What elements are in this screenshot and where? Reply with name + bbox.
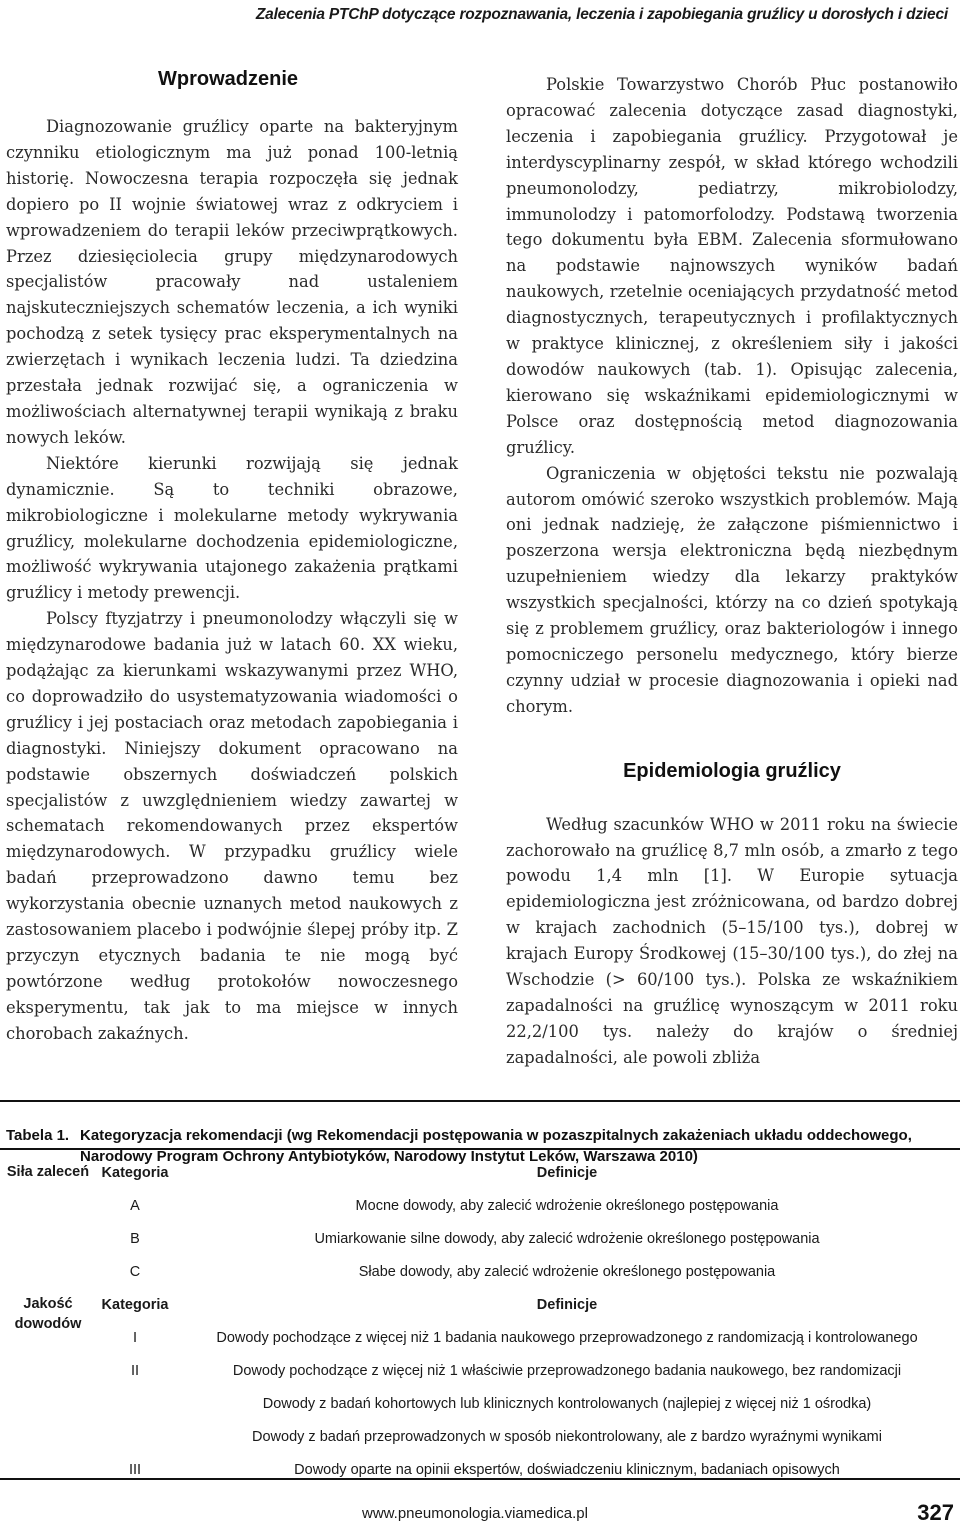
table-header-rule <box>0 1148 960 1150</box>
category-cell: A <box>130 1197 140 1214</box>
category-cell <box>90 1420 180 1453</box>
category-cell <box>90 1387 180 1420</box>
table-label: Tabela 1. <box>6 1127 70 1144</box>
category-cell: II <box>130 1362 140 1379</box>
definition-cell: Dowody z badań kohortowych lub klinicznych kontrolowanych (najlepiej z więcej niż 1 ośrodka) <box>262 1395 872 1412</box>
left-column <box>6 66 458 1047</box>
column-header-category: Kategoria <box>101 1164 169 1181</box>
table-row <box>6 1321 954 1354</box>
table-row <box>6 1420 954 1453</box>
table-row <box>6 1288 954 1321</box>
table-bottom-rule <box>0 1478 960 1480</box>
quality-section-title: Jakość dowodów <box>14 1296 82 1332</box>
table-row <box>6 1156 954 1189</box>
definition-cell: Dowody z badań przeprowadzonych w sposób niekontrolowany, ale z bardzo wyraźnymi wynikami <box>252 1428 882 1445</box>
paragraph: Według szacunków WHO w 2011 roku na świecie zachorowało na gruźlicę 8,7 mln osób, a zmarło z tego powodu 1,4 mln [1]. W Europie sytuacja epidemiologiczna jest zróżnicowana, od bardzo dobrej w krajach zachodnich (5–15/100 tys.), dobrej w krajach Europy Środkowej (15–30/100 tys.), do złej na Wschodzie (> 60/100 tys.). Polska ze wskaźnikiem zapadalności na gruźlicę wynoszącym w 2011 roku 22,2/100 tys. należy do krajów o średniej zapadalności, ale powoli zbliża <box>506 814 958 1067</box>
table-row <box>6 1387 954 1420</box>
paragraph: Polskie Towarzystwo Chorób Płuc postanowiło opracować zalecenia dotyczące zasad diagnostyki, leczenia i zapobiegania gruźlicy. Przygotował je interdyscyplinarny zespół, w skład którego wchodzili pneumonolodzy, pediatrzy, mikrobiolodzy, immunolodzy i patomorfolodzy. Podstawą tworzenia tego dokumentu była EBM. Zalecenia sformułowano na podstawie najnowszych wyników badań naukowych, rzetelnie oceniających przydatność metod diagnostycznych, terapeutycznych i profilaktycznych w praktyce klinicznej, z określeniem siły i jakości dowodów naukowych (tab. 1). Opisując zalecenia, kierowano się wskaźnikami epidemiologicznymi w Polsce oraz dostępnością metod diagnozowania gruźlicy. <box>506 75 958 457</box>
definition-cell: Dowody oparte na opinii ekspertów, doświadczeniu klinicznym, badaniach opisowych <box>294 1461 840 1478</box>
paragraph: Polscy ftyzjatrzy i pneumonolodzy włączyli się w międzynarodowe badania już w latach 60. XX wieku, podążając za kierunkami wskazywanymi przez WHO, co doprowadziło do usystematyzowania wiadomości o gruźlicy i jej postaciach oraz metodach zapobiegania i diagnostyki. Niniejszy dokument opracowano na podstawie obszernych doświadczeń polskich specjalistów z uwzględnieniem wiedzy zawartej w schematach rekomendowanych przez ekspertów międzynarodowych. W przypadku gruźlicy wiele badań przeprowadzono dawno temu bez wykorzystania obecnie uznanych metod naukowych z zastosowaniem placebo i podwójnie ślepej próby itp. Z przyczyn etycznych badania te nie mogą być powtórzone według protokołów nowoczesnego eksperymentu, tak jak to ma miejsce w innych chorobach zakaźnych. <box>6 609 458 1043</box>
table-row <box>6 1354 954 1387</box>
table-row <box>6 1453 954 1486</box>
definition-cell: Dowody pochodzące z więcej niż 1 właściwie przeprowadzonego badania naukowego, bez randomizacji <box>232 1362 902 1379</box>
category-cell: B <box>130 1230 140 1247</box>
column-header-definition: Definicje <box>536 1164 598 1181</box>
page-number: 327 <box>917 1500 954 1525</box>
table-row <box>6 1222 954 1255</box>
definition-cell: Mocne dowody, aby zalecić wdrożenie określonego postępowania <box>355 1197 779 1214</box>
strength-section-title: Siła zaleceń <box>6 1164 90 1180</box>
table-row <box>6 1189 954 1222</box>
definition-cell: Słabe dowody, aby zalecić wdrożenie określonego postępowania <box>358 1263 776 1280</box>
definition-cell: Umiarkowanie silne dowody, aby zalecić wdrożenie określonego postępowania <box>314 1230 820 1247</box>
table-row <box>6 1255 954 1288</box>
running-head: Zalecenia PTChP dotyczące rozpoznawania, leczenia i zapobiegania gruźlicy u dorosłych i dzieci <box>255 6 948 23</box>
recommendation-table <box>6 1156 954 1486</box>
table-top-rule <box>0 1100 960 1102</box>
footer-url[interactable]: www.pneumonologia.viamedica.pl <box>362 1505 588 1522</box>
table-caption-text: Kategoryzacja rekomendacji (wg Rekomendacji postępowania w pozaszpitalnych zakażeniach układu oddechowego, Narodowy Program Ochrony Antybiotyków, Narodowy Instytut Leków, Warszawa 2010) <box>80 1127 912 1165</box>
paragraph: Diagnozowanie gruźlicy oparte na bakteryjnym czynniku etiologicznym ma już ponad 100-letnią historię. Nowoczesna terapia rozpoczęła się jednak dopiero po II wojnie światowej wraz z odkryciem i wprowadzeniem do terapii leków przeciwprątkowych. Przez dziesięciolecia grupy międzynarodowych specjalistów pracowały nad ustaleniem najskuteczniejszych schematów leczenia, a ich wyniki pochodzą z setek tysięcy prac eksperymentalnych na zwierzętach i wynikach leczenia ludzi. Ta dziedzina przestała jednak rozwijać się, a ograniczenia w możliwościach alternatywnej terapii wynikają z braku nowych leków. <box>6 117 458 447</box>
right-column <box>506 72 958 1071</box>
category-cell: III <box>128 1461 142 1478</box>
section-heading-intro: Wprowadzenie <box>158 68 299 90</box>
category-cell: C <box>129 1263 141 1280</box>
definition-cell: Dowody pochodzące z więcej niż 1 badania naukowego przeprowadzonego z randomizacją i kontrolowanego <box>216 1329 918 1346</box>
category-cell: I <box>132 1329 138 1346</box>
paragraph: Ograniczenia w objętości tekstu nie pozwalają autorom omówić szeroko wszystkich problemów. Mają oni jednak nadzieję, że załączone piśmiennictwo i poszerzona wersja elektroniczna będą niezbędnym uzupełnieniem wiedzy dla lekarzy praktyków wszystkich specjalności, którzy na co dzień spotykają się z problemem gruźlicy, oraz bakteriologów i innego pomocniczego personelu medycznego, który bierze czynny udział w procesie diagnozowania i opieki nad chorym. <box>506 463 958 716</box>
paragraph: Niektóre kierunki rozwijają się jednak dynamicznie. Są to techniki obrazowe, mikrobiologiczne i molekularne metody wykrywania gruźlicy, molekularne dochodzenia epidemiologiczne, możliwość wykrywania utajonego zakażenia prątkami gruźlicy i metody prewencji. <box>6 453 458 603</box>
section-heading-epidemiology: Epidemiologia gruźlicy <box>623 759 841 782</box>
column-header-category: Kategoria <box>101 1296 169 1313</box>
column-header-definition: Definicje <box>536 1296 598 1313</box>
